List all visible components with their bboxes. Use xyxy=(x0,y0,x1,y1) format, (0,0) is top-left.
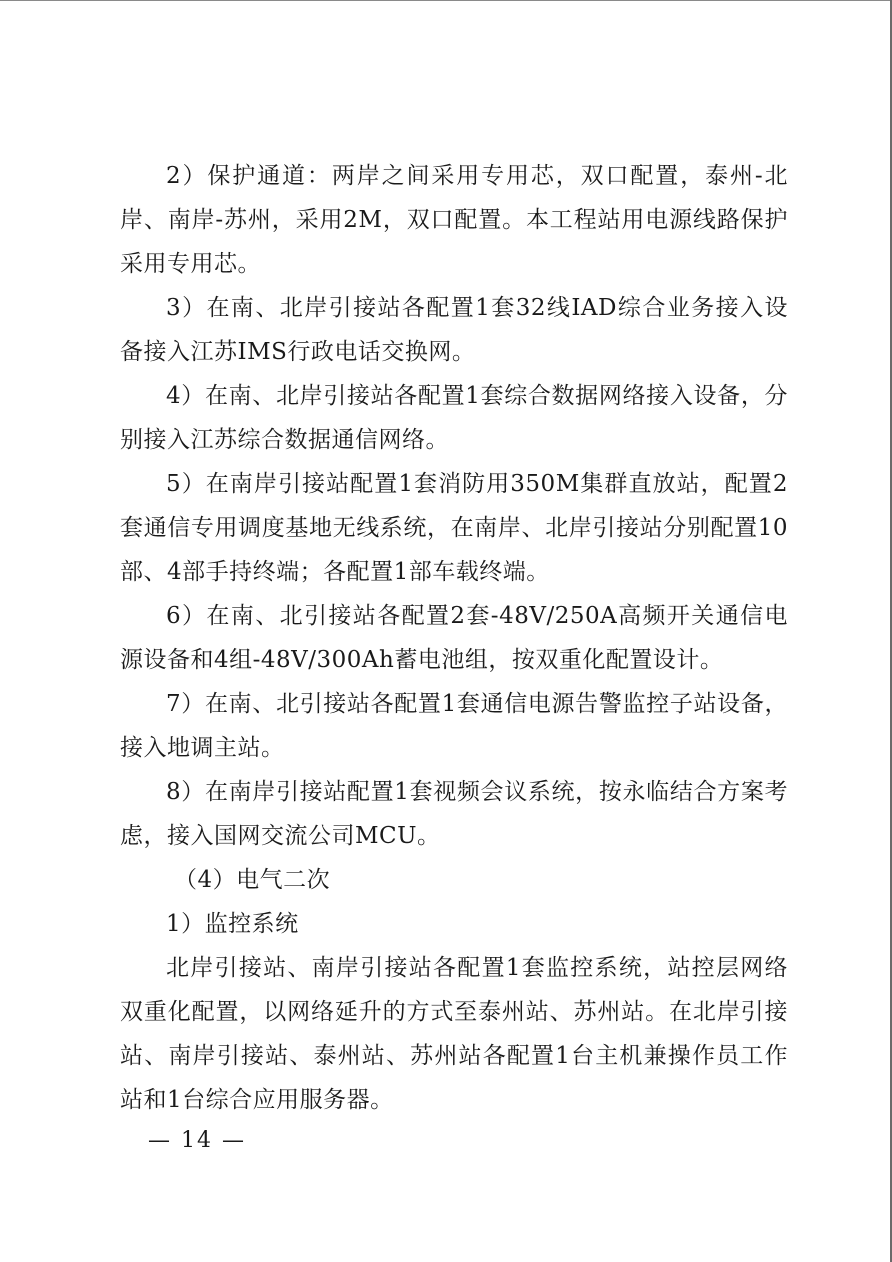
paragraph-power-monitoring: 7）在南、北引接站各配置1套通信电源告警监控子站设备，接入地调主站。 xyxy=(120,691,788,761)
paragraph-data-network: 4）在南、北岸引接站各配置1套综合数据网络接入设备，分别接入江苏综合数据通信网络。 xyxy=(120,383,788,453)
paragraph-video-conference: 8）在南岸引接站配置1套视频会议系统，按永临结合方案考虑，接入国网交流公司MCU。 xyxy=(120,779,788,849)
paragraph-iad-device: 3）在南、北岸引接站各配置1套32线IAD综合业务接入设备接入江苏IMS行政电话交换网。 xyxy=(120,295,788,365)
paragraph-protection-channel: 2）保护通道：两岸之间采用专用芯，双口配置，泰州-北岸、南岸-苏州，采用2M，双口配置。本工程站用电源线路保护采用专用芯。 xyxy=(120,163,788,277)
page-number: — 14 — xyxy=(148,1128,246,1153)
paragraph-monitoring-system: 北岸引接站、南岸引接站各配置1套监控系统，站控层网络双重化配置，以网络延升的方式至泰州站、苏州站。在北岸引接站、南岸引接站、泰州站、苏州站各配置1台主机兼操作员工作站和1台综合应用服务器。 xyxy=(120,955,788,1113)
subsection-heading-monitoring-system: 1）监控系统 xyxy=(166,911,299,937)
paragraph-trunking-station: 5）在南岸引接站配置1套消防用350M集群直放站，配置2套通信专用调度基地无线系统，在南岸、北岸引接站分别配置10部、4部手持终端；各配置1部车载终端。 xyxy=(120,471,788,585)
section-heading-electrical-secondary: （4）电气二次 xyxy=(174,867,331,893)
paragraph-power-supply: 6）在南、北引接站各配置2套-48V/250A高频开关通信电源设备和4组-48V/300Ah蓄电池组，按双重化配置设计。 xyxy=(120,603,788,673)
page-border-top xyxy=(0,0,890,1)
document-body xyxy=(120,154,788,1122)
